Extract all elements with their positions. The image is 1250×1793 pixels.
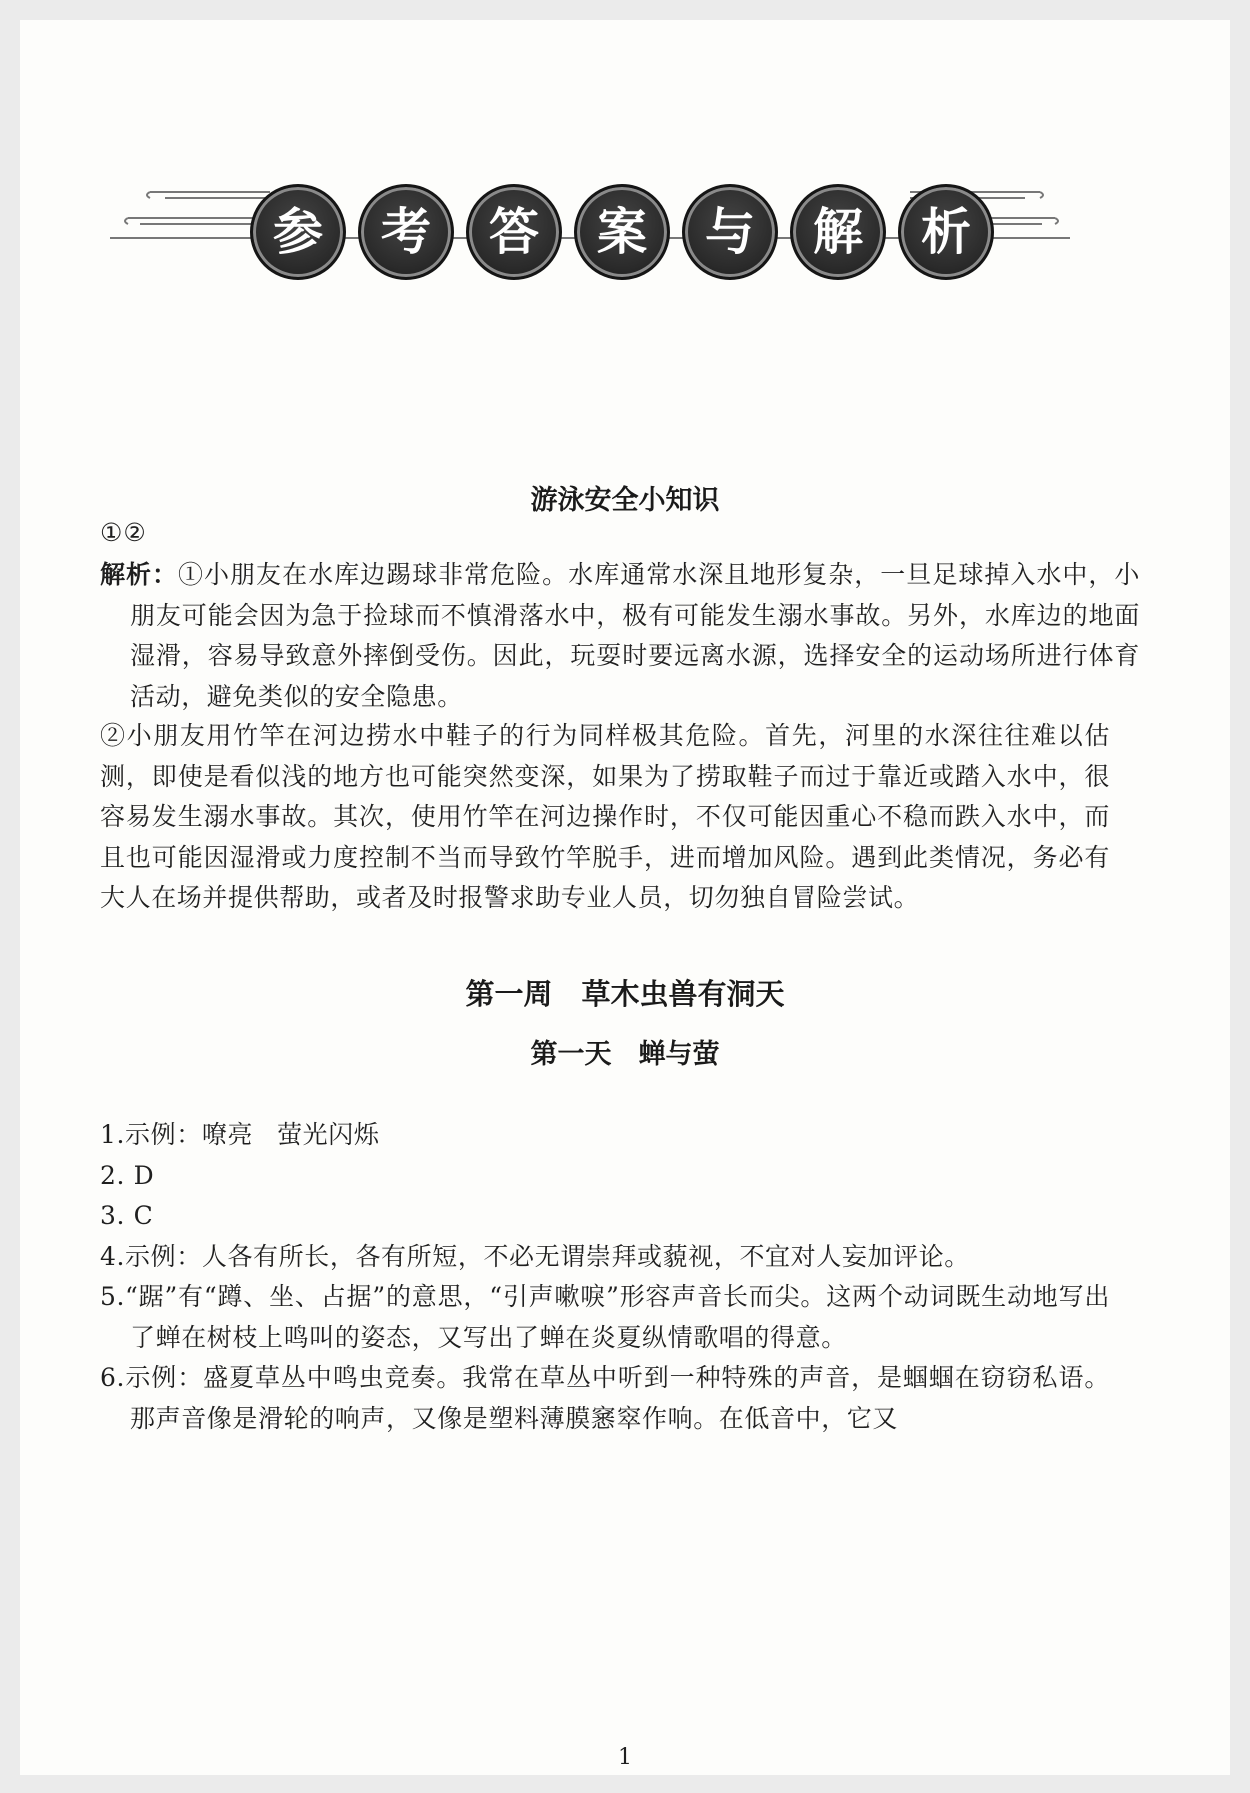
day-heading: 第一天 蝉与萤: [530, 1039, 720, 1070]
list-item: 2. D: [100, 1160, 155, 1190]
banner-char: 答: [466, 184, 562, 280]
answer-1-prefix: 1.示例：嘹亮: [100, 1120, 254, 1149]
analysis-paragraph-2: ②小朋友用竹竿在河边捞水中鞋子的行为同样极其危险。首先，河里的水深往往难以估测，即使是看似浅的地方也可能突然变深，如果为了捞取鞋子而过于靠近或踏入水中，很容易发生溺水事故。其次，使用竹竿在河边操作时，不仅可能因重心不稳而跌入水中，而且也可能因湿滑或力度控制不当而导致竹竿脱手，进而增加风险。遇到此类情况，务必有大人在场并提供帮助，或者及时报警求助专业人员，切勿独自冒险尝试。: [100, 721, 1110, 912]
banner-char: 参: [250, 184, 346, 280]
banner-char: 析: [898, 184, 994, 280]
answer-value: ①②: [100, 518, 147, 547]
analysis-text-1: ①小朋友在水库边踢球非常危险。水库通常水深且地形复杂，一旦足球掉入水中，小朋友可能会因为急于捡球而不慎滑落水中，极有可能发生溺水事故。另外，水库边的地面湿滑，容易导致意外摔倒受伤。因此，玩耍时要远离水源，选择安全的运动场所进行体育活动，避免类似的安全隐患。: [130, 560, 1140, 711]
banner-char: 考: [358, 184, 454, 280]
document-page: [20, 20, 1230, 1775]
answer-list: [100, 1115, 1110, 1439]
banner-char: 解: [790, 184, 886, 280]
analysis-label: 解析：: [100, 560, 179, 589]
page-number: 1: [618, 1745, 632, 1770]
banner-title: [250, 184, 994, 280]
section-heading: 游泳安全小知识: [530, 485, 720, 516]
answer-1-suffix: 萤光闪烁: [277, 1120, 380, 1149]
week-heading: 第一周 草木虫兽有洞天: [465, 977, 785, 1011]
list-item: 6.示例：盛夏草丛中鸣虫竞奏。我常在草丛中听到一种特殊的声音，是蝈蝈在窃窃私语。那声音像是滑轮的响声，又像是塑料薄膜窸窣作响。在低音中，它又: [100, 1363, 1110, 1433]
title-banner: [110, 180, 1090, 290]
analysis-paragraph-1: [100, 555, 1140, 717]
list-item: 4.示例：人各有所长，各有所短，不必无谓崇拜或藐视，不宜对人妄加评论。: [100, 1241, 970, 1271]
list-item: 3. C: [100, 1201, 154, 1230]
banner-char: 与: [682, 184, 778, 280]
banner-char: 案: [574, 184, 670, 280]
list-item: 5.“踞”有“蹲、坐、占据”的意思，“引声嗽唳”形容声音长而尖。这两个动词既生动地写出了蝉在树枝上鸣叫的姿态，又写出了蝉在炎夏纵情歌唱的得意。: [100, 1282, 1110, 1352]
list-item: [100, 1115, 1110, 1156]
